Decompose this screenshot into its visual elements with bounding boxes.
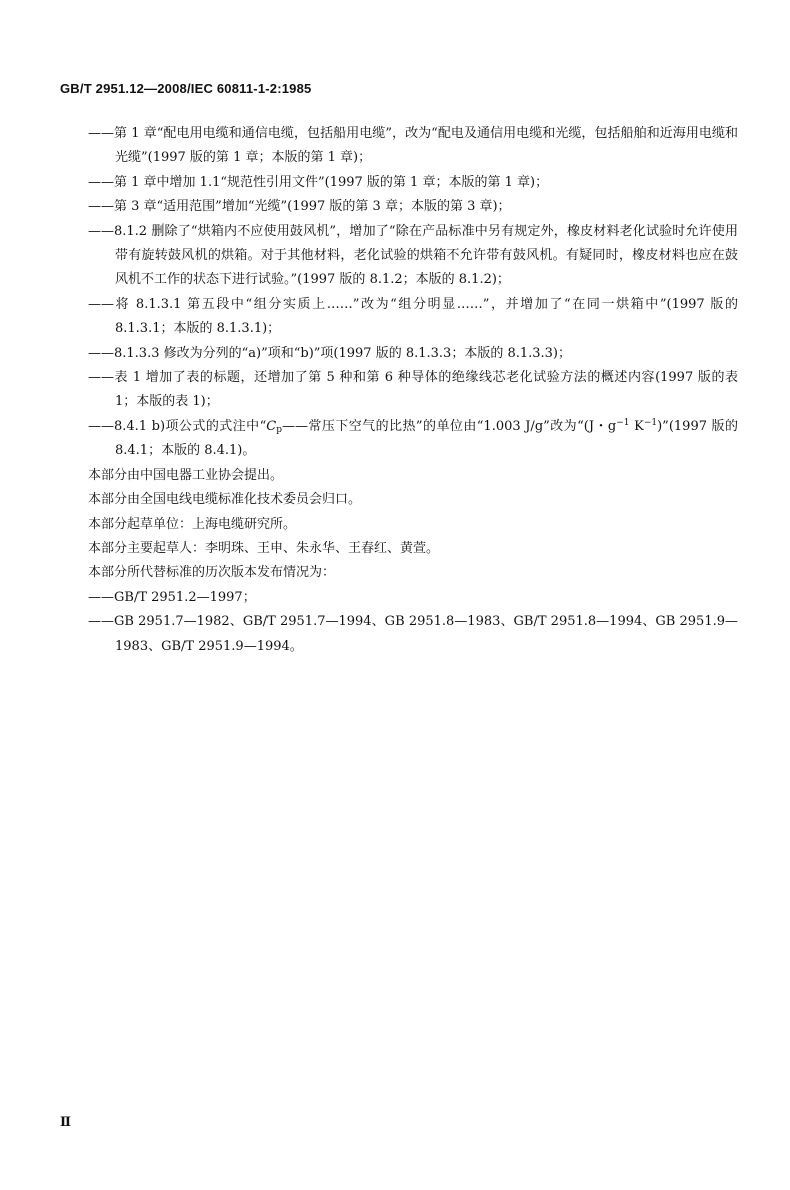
standard-header: GB/T 2951.12—2008/IEC 60811-1-2:1985 [60, 81, 312, 96]
change-item-2: ——第 1 章中增加 1.1“规范性引用文件”(1997 版的第 1 章；本版的第 1 章)； [88, 174, 549, 190]
formula-symbol: C [266, 418, 277, 434]
history-item-2: ——GB 2951.7—1982、GB/T 2951.7—1994、GB 2951.8—1983、GB/T 2951.8—1994、GB 2951.9—1983、GB/T 2951.9—1994。 [88, 614, 738, 654]
change-item-4: ——8.1.2 删除了“烘箱内不应使用鼓风机”，增加了“除在产品标准中另有规定外，橡皮材料老化试验时允许使用带有旋转鼓风机的烘箱。对于其他材料，老化试验的烘箱不允许带有鼓风机。有疑同时，橡皮材料也应在鼓风机不工作的状态下进行试验。”(1997 版的 8.1.2；本版的 8.1.2)； [88, 223, 738, 288]
change-item-3: ——第 3 章“适用范围”增加“光缆”(1997 版的第 3 章；本版的第 3 章)； [88, 199, 511, 215]
formula-sup-2: −1 [643, 417, 658, 428]
history-item-1: ——GB/T 2951.2—1997； [88, 589, 256, 605]
formula-suffix: )”(1997 版的 8.4.1；本版的 8.4.1)。 [115, 418, 738, 459]
history-intro-paragraph: 本部分所代替标准的历次版本发布情况为： [88, 565, 336, 581]
change-item-1: ——第 1 章“配电用电缆和通信电缆，包括船用电缆”，改为“配电及通信用电缆和光缆，包括船舶和近海用电缆和光缆”(1997 版的第 1 章；本版的第 1 章)； [88, 126, 738, 166]
formula-middle: ——常压下空气的比热”的单位由“1.003 J/g”改为“(J・g [281, 418, 617, 434]
foreword-body [88, 122, 738, 659]
page-number: Ⅱ [60, 1115, 71, 1130]
drafting-unit-paragraph: 本部分起草单位：上海电缆研究所。 [88, 516, 297, 532]
committee-paragraph: 本部分由全国电线电缆标准化技术委员会归口。 [88, 492, 362, 508]
change-item-8 [88, 415, 738, 464]
formula-unit-k: K [629, 418, 644, 434]
drafters-paragraph: 本部分主要起草人：李明珠、王申、朱永华、王春红、黄萱。 [88, 540, 440, 556]
formula-sup-1: −1 [616, 417, 630, 428]
change-item-5: ——将 8.1.3.1 第五段中“组分实质上……”改为“组分明显……”，并增加了“在同一烘箱中”(1997 版的 8.1.3.1；本版的 8.1.3.1)； [88, 296, 738, 337]
proposer-paragraph: 本部分由中国电器工业协会提出。 [88, 467, 284, 483]
change-item-7: ——表 1 增加了表的标题，还增加了第 5 种和第 6 种导体的绝缘线芯老化试验方法的概述内容(1997 版的表 1；本版的表 1)； [88, 370, 738, 410]
change-item-6: ——8.1.3.3 修改为分列的“a)”项和“b)”项(1997 版的 8.1.3.3；本版的 8.1.3.3)； [88, 345, 571, 361]
formula-prefix: ——8.4.1 b)项公式的式注中“ [88, 418, 267, 434]
formula-subscript: p [276, 424, 282, 435]
